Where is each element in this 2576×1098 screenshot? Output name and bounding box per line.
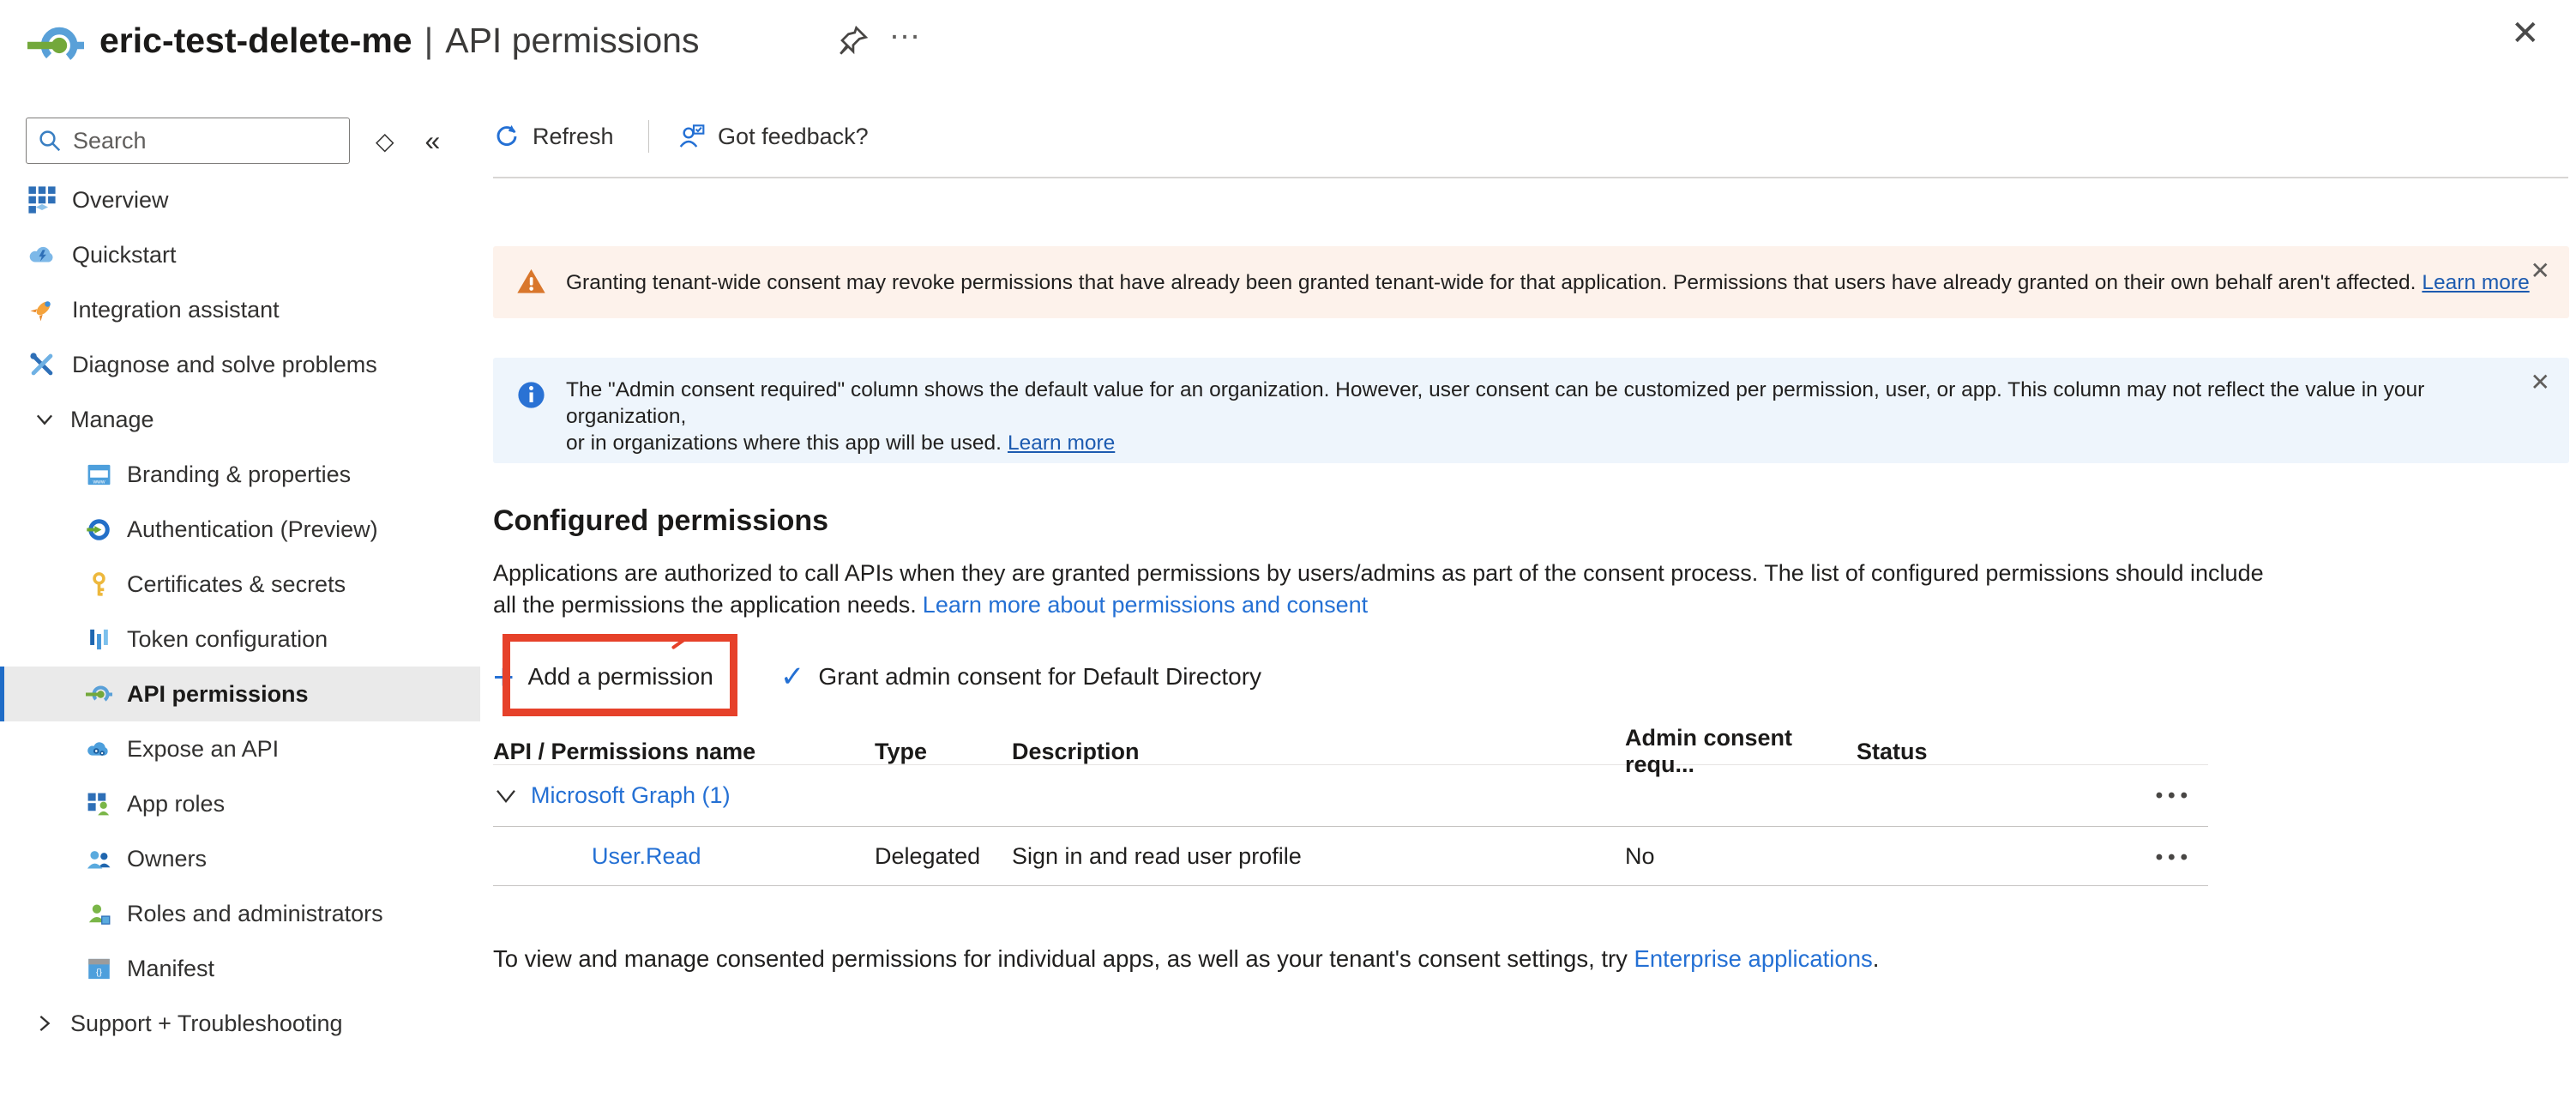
row-more-icon[interactable]: ••• bbox=[2155, 845, 2193, 869]
sidebar-item-label: Diagnose and solve problems bbox=[72, 351, 377, 377]
expand-chevron-icon[interactable] bbox=[493, 783, 519, 809]
group-row-more-icon[interactable]: ••• bbox=[2155, 783, 2193, 807]
api-permissions-icon bbox=[86, 681, 112, 708]
red-annotation-tick bbox=[671, 637, 688, 650]
authentication-icon bbox=[86, 516, 112, 543]
sidebar-section-label: Support + Troubleshooting bbox=[70, 1010, 343, 1036]
search-box[interactable] bbox=[26, 118, 350, 164]
configured-permissions-description bbox=[493, 558, 2264, 621]
table-group-row-microsoft-graph bbox=[493, 764, 2208, 826]
sidebar-item-diagnose[interactable] bbox=[0, 337, 480, 392]
row-actions-cell bbox=[2058, 843, 2208, 870]
sidebar-item-owners[interactable] bbox=[0, 831, 480, 886]
info-learn-more-link[interactable]: Learn more bbox=[1007, 431, 1116, 455]
token-bars-icon bbox=[86, 626, 112, 653]
sidebar-item-label: App roles bbox=[127, 790, 226, 817]
info-message-line1: The "Admin consent required" column shows the default value for an organization. However, user consent can be customized per permission, user, or app. This column may not reflect the value in your organization, bbox=[566, 378, 2425, 428]
group-actions-cell bbox=[2058, 784, 2208, 808]
footer-text: To view and manage consented permissions for individual apps, as well as your tenant's consent settings, try bbox=[493, 945, 1628, 972]
sidebar-item-label: Overview bbox=[72, 186, 169, 213]
sidebar-item-overview[interactable] bbox=[0, 172, 480, 227]
info-close-icon[interactable]: ✕ bbox=[2530, 369, 2550, 395]
owners-people-icon bbox=[86, 846, 112, 872]
permission-description-cell: Sign in and read user profile bbox=[1012, 842, 1302, 869]
sidebar-item-label: Owners bbox=[127, 845, 208, 872]
sidebar-item-manifest[interactable] bbox=[0, 941, 480, 996]
page-title bbox=[99, 21, 699, 61]
wrench-icon bbox=[27, 350, 57, 379]
group-name-cell bbox=[493, 782, 875, 809]
cloud-gears-icon bbox=[86, 736, 112, 763]
sidebar-item-label: Branding & properties bbox=[127, 461, 352, 487]
feedback-label: Got feedback? bbox=[718, 123, 869, 149]
sidebar-item-token-configuration[interactable] bbox=[0, 612, 480, 667]
command-bar bbox=[493, 115, 869, 158]
sidebar-section-label: Manage bbox=[70, 406, 154, 432]
sidebar-item-branding[interactable] bbox=[0, 447, 480, 502]
info-message-line2-row bbox=[566, 430, 2547, 456]
refresh-label: Refresh bbox=[533, 123, 614, 149]
enterprise-applications-link[interactable]: Enterprise applications bbox=[1634, 945, 1873, 972]
page-header bbox=[0, 0, 2576, 94]
plus-icon: + bbox=[493, 656, 515, 697]
warning-learn-more-link[interactable]: Learn more bbox=[2422, 271, 2530, 294]
sidebar-item-app-roles[interactable] bbox=[0, 776, 480, 831]
sidebar-item-quickstart[interactable] bbox=[0, 227, 480, 282]
main-content bbox=[480, 94, 2576, 1098]
browser-window-icon bbox=[86, 462, 112, 488]
app-roles-icon bbox=[86, 791, 112, 817]
permissions-actions-row bbox=[493, 650, 1261, 703]
sidebar-item-label: API permissions bbox=[127, 680, 309, 707]
close-blade-icon[interactable]: ✕ bbox=[2511, 15, 2540, 52]
feedback-icon bbox=[678, 123, 706, 150]
sidebar-item-label: Authentication (Preview) bbox=[127, 516, 378, 542]
sidebar-nav bbox=[0, 172, 480, 1051]
sidebar-item-label: Integration assistant bbox=[72, 296, 280, 323]
add-permission-button[interactable] bbox=[493, 656, 713, 697]
col-header-status: Status bbox=[1857, 738, 1928, 764]
add-permission-label: Add a permission bbox=[527, 663, 713, 690]
sidebar-item-integration-assistant[interactable] bbox=[0, 282, 480, 337]
sidebar bbox=[0, 94, 480, 1098]
sidebar-search-row bbox=[26, 118, 480, 164]
sidebar-item-label: Manifest bbox=[127, 955, 215, 981]
configured-permissions-heading: Configured permissions bbox=[493, 504, 829, 537]
chevron-down-icon bbox=[33, 407, 57, 431]
pin-icon[interactable] bbox=[834, 22, 871, 60]
grant-admin-consent-label: Grant admin consent for Default Directory bbox=[818, 663, 1262, 690]
sidebar-item-roles-administrators[interactable] bbox=[0, 886, 480, 941]
sidebar-item-label: Token configuration bbox=[127, 625, 328, 652]
sidebar-item-label: Certificates & secrets bbox=[127, 570, 346, 597]
microsoft-graph-link[interactable]: Microsoft Graph (1) bbox=[531, 782, 731, 808]
app-registration-icon bbox=[27, 17, 84, 74]
search-icon bbox=[37, 128, 63, 154]
permission-admin-consent-cell: No bbox=[1625, 842, 1655, 869]
collapse-sidebar-icon[interactable]: « bbox=[424, 124, 441, 156]
overview-icon bbox=[27, 185, 57, 214]
sidebar-item-label: Expose an API bbox=[127, 735, 280, 762]
footer-note bbox=[493, 945, 1879, 973]
warning-icon bbox=[515, 266, 547, 298]
permission-name-cell bbox=[493, 843, 875, 870]
refresh-button[interactable] bbox=[493, 123, 614, 150]
warning-message: Granting tenant-wide consent may revoke permissions that have already been granted tenant-wide for that application. Permissions that users have already granted on their own behalf aren't affected. bbox=[566, 271, 2417, 294]
sidebar-item-authentication[interactable] bbox=[0, 502, 480, 557]
info-icon bbox=[515, 379, 547, 411]
user-read-link[interactable]: User.Read bbox=[592, 842, 701, 869]
key-icon bbox=[86, 571, 112, 598]
description-line1: Applications are authorized to call APIs when they are granted permissions by users/admins as part of the consent process. The list of configured permissions should include bbox=[493, 560, 2264, 586]
check-icon: ✓ bbox=[779, 661, 805, 693]
command-bar-bottom-divider bbox=[493, 177, 2568, 178]
description-line2-row bbox=[493, 589, 2264, 621]
table-row-user-read bbox=[493, 826, 2208, 886]
warning-close-icon[interactable]: ✕ bbox=[2530, 257, 2550, 284]
roles-admin-icon bbox=[86, 901, 112, 927]
grant-admin-consent-button[interactable] bbox=[780, 660, 1261, 694]
command-bar-divider bbox=[648, 120, 650, 153]
sidebar-item-label: Roles and administrators bbox=[127, 900, 383, 926]
sidebar-section-manage[interactable] bbox=[0, 392, 480, 447]
sidebar-item-expose-api[interactable] bbox=[0, 721, 480, 776]
table-header-row bbox=[493, 725, 2208, 777]
sidebar-item-label: Quickstart bbox=[72, 241, 177, 268]
permissions-consent-link[interactable]: Learn more about permissions and consent bbox=[922, 592, 1369, 618]
sidebar-section-support[interactable] bbox=[0, 996, 480, 1051]
description-line2: all the permissions the application needs. bbox=[493, 592, 917, 618]
svg-text:www: www bbox=[93, 479, 105, 486]
col-header-api-permissions-name: API / Permissions name bbox=[493, 738, 756, 764]
col-header-type: Type bbox=[875, 738, 928, 764]
col-header-description: Description bbox=[1012, 738, 1140, 764]
chevron-right-icon bbox=[33, 1011, 57, 1035]
warning-text bbox=[566, 269, 2530, 296]
permissions-table bbox=[493, 725, 2208, 886]
blade-name: API permissions bbox=[445, 21, 700, 60]
sidebar-item-api-permissions[interactable] bbox=[0, 667, 480, 721]
info-banner bbox=[493, 358, 2569, 463]
col-header-admin-consent: Admin consent requ... bbox=[1625, 725, 1793, 777]
search-input[interactable] bbox=[73, 128, 339, 154]
feedback-button[interactable] bbox=[678, 123, 869, 150]
svg-text:{}: {} bbox=[96, 968, 102, 978]
info-text bbox=[566, 377, 2547, 456]
more-menu-icon[interactable]: … bbox=[888, 10, 923, 46]
app-name: eric-test-delete-me bbox=[99, 21, 412, 60]
warning-banner bbox=[493, 246, 2569, 318]
rocket-icon bbox=[27, 295, 57, 324]
manifest-icon bbox=[86, 956, 112, 982]
info-message-line2: or in organizations where this app will be used. bbox=[566, 431, 1002, 455]
permission-type-cell: Delegated bbox=[875, 842, 981, 869]
reorder-icon[interactable]: ◇ bbox=[376, 127, 394, 154]
quickstart-icon bbox=[27, 240, 57, 269]
footer-period: . bbox=[1872, 945, 1880, 972]
title-separator: | bbox=[424, 21, 434, 60]
sidebar-item-certificates[interactable] bbox=[0, 557, 480, 612]
refresh-icon bbox=[493, 123, 521, 150]
